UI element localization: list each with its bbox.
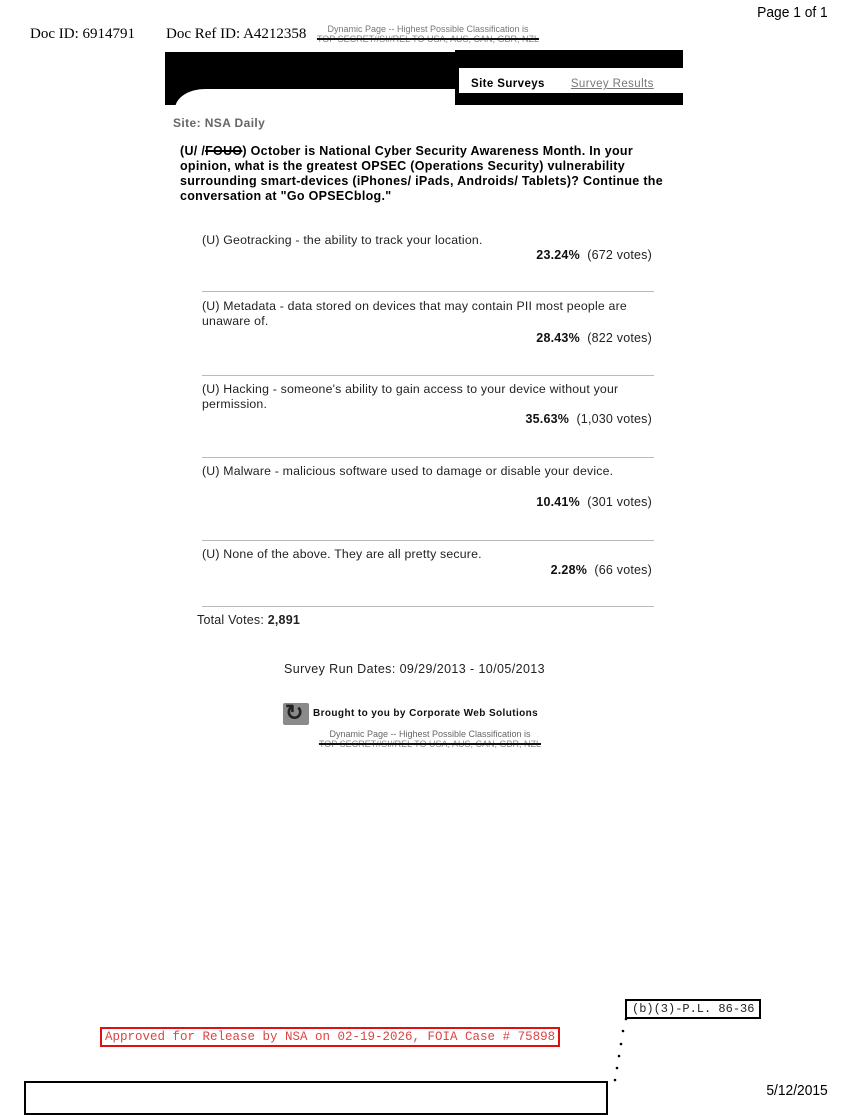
- option-votes: (672 votes): [587, 248, 652, 262]
- marking-prefix: (U/ /: [180, 144, 206, 158]
- option-result: [536, 495, 652, 509]
- marking-struck: FOUO: [205, 144, 243, 158]
- total-value: 2,891: [267, 613, 300, 627]
- doc-ref-id: Doc Ref ID: A4212358: [166, 26, 307, 42]
- option-text: (U) Geotracking - the ability to track your location.: [202, 233, 483, 247]
- c-logo-icon: ↻: [285, 700, 304, 725]
- option-percent: 23.24%: [536, 248, 580, 262]
- option-result: [551, 563, 652, 577]
- total-votes: [197, 613, 300, 627]
- site-label: Site: NSA Daily: [173, 116, 266, 130]
- question-text: October is National Cyber Security Awareness Month. In your opinion, what is the greatest OPSEC (Operations Security) vulnerability surrounding smart-devices (iPhones/ iPads, Androids/ Tablets)? Continue the conversation at "Go OPSECblog.": [180, 144, 663, 203]
- header-bar-top: [457, 50, 683, 68]
- marking-suffix: ): [242, 144, 247, 158]
- survey-question: [180, 144, 670, 204]
- redaction-box: [24, 1081, 608, 1115]
- doc-id: Doc ID: 6914791: [30, 26, 135, 42]
- option-text: (U) Hacking - someone's ability to gain access to your device without your permission.: [202, 382, 619, 411]
- divider: [202, 375, 654, 376]
- option-votes: (301 votes): [587, 495, 652, 509]
- divider: [202, 457, 654, 458]
- exemption-stamp: (b)(3)-P.L. 86-36: [625, 999, 761, 1019]
- option-votes: (1,030 votes): [576, 412, 652, 426]
- option-result: [536, 248, 652, 262]
- release-stamp: Approved for Release by NSA on 02-19-2026, FOIA Case # 75898: [100, 1027, 560, 1047]
- header-bar-bottom: [457, 93, 683, 105]
- brought-by-text: Brought to you by Corporate Web Solutions: [313, 708, 539, 719]
- option-percent: 35.63%: [525, 412, 570, 426]
- classification-banner-top: [278, 24, 578, 44]
- total-label: Total Votes:: [197, 613, 265, 627]
- classification-line: Dynamic Page -- Highest Possible Classification is: [327, 24, 529, 34]
- classification-struck-line: TOP SECRET//SI//REL TO USA, AUS, CAN, GBR, NZL: [318, 739, 542, 749]
- divider: [202, 606, 654, 607]
- page-number: Page 1 of 1: [757, 4, 828, 21]
- option-votes: (66 votes): [594, 563, 652, 577]
- tab-survey-results[interactable]: Survey Results: [570, 78, 654, 90]
- option-text: (U) None of the above. They are all pretty secure.: [202, 547, 482, 561]
- option-percent: 2.28%: [550, 563, 588, 577]
- option-result: [536, 331, 652, 345]
- option-text: (U) Malware - malicious software used to damage or disable your device.: [202, 464, 614, 478]
- classification-banner-bottom: [280, 729, 580, 749]
- dotted-connector: [606, 1016, 631, 1088]
- print-date: 5/12/2015: [766, 1082, 828, 1099]
- option-percent: 10.41%: [536, 495, 580, 509]
- option-votes: (822 votes): [587, 331, 652, 345]
- tab-site-surveys[interactable]: Site Surveys: [471, 78, 545, 90]
- classification-line: Dynamic Page -- Highest Possible Classification is: [329, 729, 531, 739]
- classification-struck-line: TOP SECRET//SI//REL TO USA, AUS, CAN, GBR, NZL: [316, 34, 540, 44]
- option-result: [525, 412, 652, 426]
- option-percent: 28.43%: [536, 331, 580, 345]
- nav-tabs: [471, 78, 654, 90]
- divider: [202, 291, 654, 292]
- option-text: (U) Metadata - data stored on devices that may contain PII most people are unaware of.: [202, 299, 627, 328]
- survey-run-dates: Survey Run Dates: 09/29/2013 - 10/05/2013: [284, 662, 546, 676]
- divider: [202, 540, 654, 541]
